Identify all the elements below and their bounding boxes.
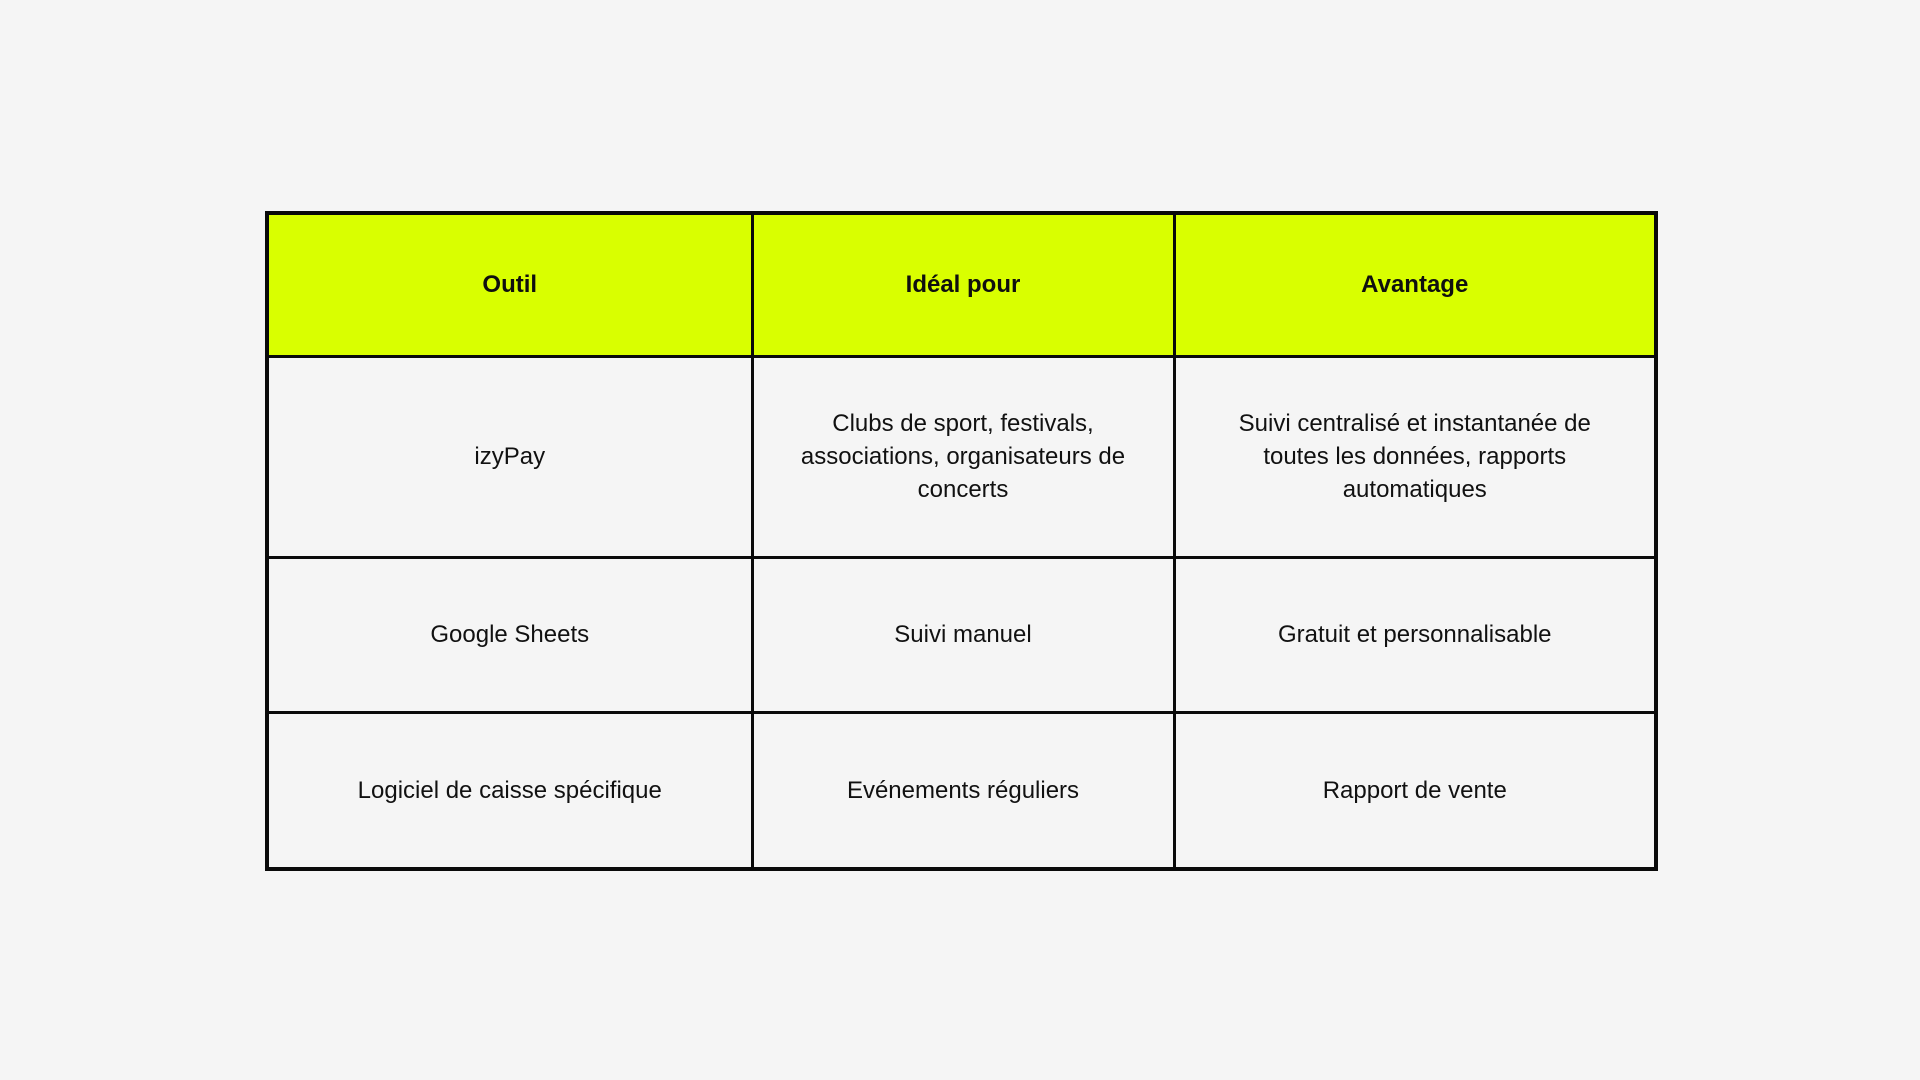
cell-ideal-for: Evénements réguliers <box>752 712 1174 869</box>
comparison-table <box>265 211 1658 871</box>
header-ideal-pour: Idéal pour <box>752 213 1174 356</box>
cell-tool: izyPay <box>267 356 752 557</box>
header-outil: Outil <box>267 213 752 356</box>
cell-ideal-for: Suivi manuel <box>752 557 1174 712</box>
cell-advantage: Suivi centralisé et instantanée de toutes les données, rapports automatiques <box>1174 356 1656 557</box>
table-header-row <box>267 213 1656 356</box>
comparison-table-container <box>265 211 1654 867</box>
cell-tool: Google Sheets <box>267 557 752 712</box>
table-row <box>267 712 1656 869</box>
table-row <box>267 356 1656 557</box>
table-row <box>267 557 1656 712</box>
cell-advantage: Gratuit et personnalisable <box>1174 557 1656 712</box>
header-avantage: Avantage <box>1174 213 1656 356</box>
cell-advantage: Rapport de vente <box>1174 712 1656 869</box>
cell-tool: Logiciel de caisse spécifique <box>267 712 752 869</box>
cell-ideal-for: Clubs de sport, festivals, associations, organisateurs de concerts <box>752 356 1174 557</box>
